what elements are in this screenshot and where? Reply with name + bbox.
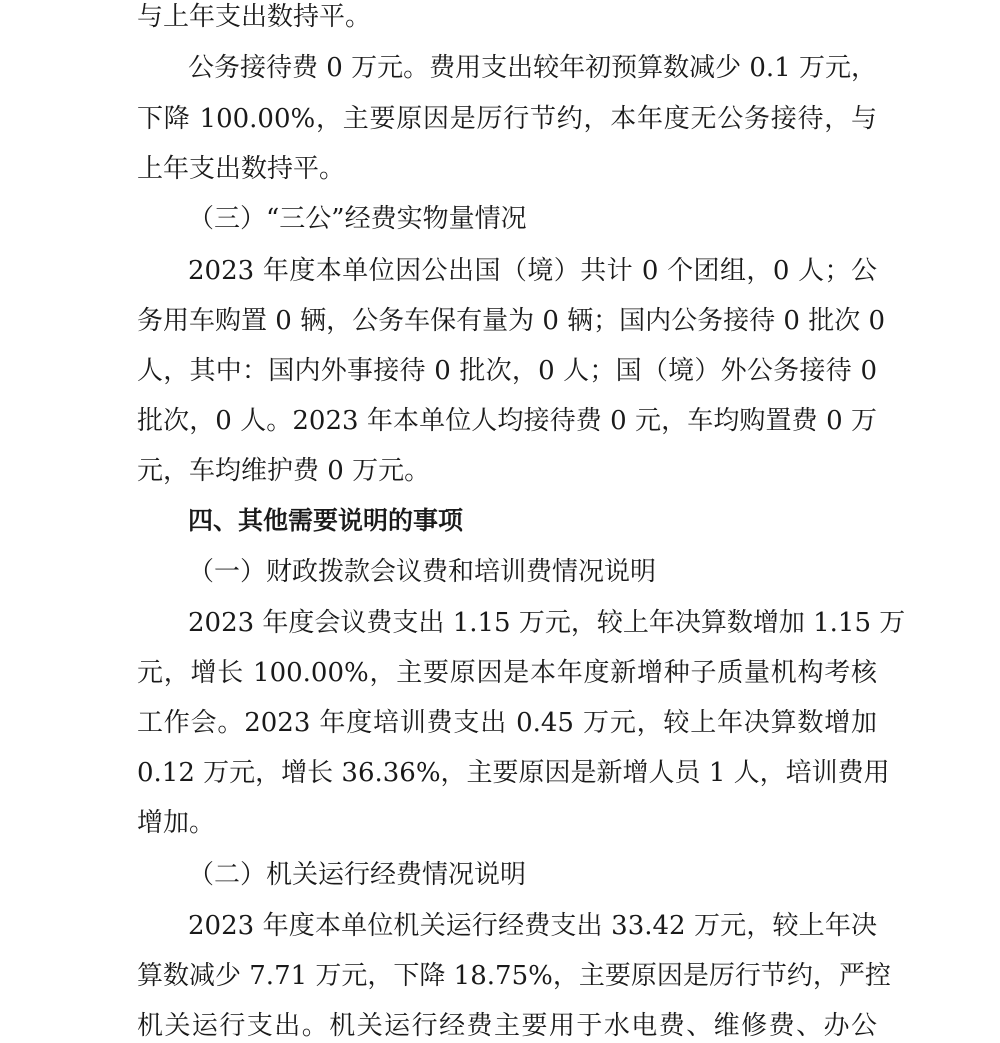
- paragraph-line: 2023 年度本单位因公出国（境）共计 0 个团组，0 人；公: [188, 256, 877, 286]
- paragraph-line: 工作会。2023 年度培训费支出 0.45 万元，较上年决算数增加: [137, 708, 877, 738]
- paragraph-line: 人，其中：国内外事接待 0 批次，0 人；国（境）外公务接待 0: [137, 356, 877, 386]
- paragraph-line: 公务接待费 0 万元。费用支出较年初预算数减少 0.1 万元，: [188, 53, 877, 83]
- chapter-heading: 四、其他需要说明的事项: [188, 506, 464, 535]
- paragraph-line: 机关运行支出。机关运行经费主要用于水电费、维修费、办公: [137, 1011, 877, 1041]
- paragraph-line: 增加。: [137, 808, 216, 838]
- paragraph-line: 上年支出数持平。: [137, 154, 346, 184]
- paragraph-line: 下降 100.00%，主要原因是厉行节约，本年度无公务接待，与: [137, 104, 877, 134]
- paragraph-line: 元，增长 100.00%，主要原因是本年度新增种子质量机构考核: [137, 658, 877, 688]
- paragraph-line: 0.12 万元，增长 36.36%，主要原因是新增人员 1 人，培训费用: [137, 758, 890, 788]
- paragraph-line: 批次，0 人。2023 年本单位人均接待费 0 元，车均购置费 0 万: [137, 406, 877, 436]
- section-heading: （二）机关运行经费情况说明: [188, 860, 527, 890]
- section-heading: （一）财政拨款会议费和培训费情况说明: [188, 557, 657, 587]
- paragraph-line: 务用车购置 0 辆，公务车保有量为 0 辆；国内公务接待 0 批次 0: [137, 306, 886, 336]
- paragraph-line: 与上年支出数持平。: [137, 2, 372, 32]
- paragraph-line: 算数减少 7.71 万元，下降 18.75%，主要原因是厉行节约，严控: [137, 961, 891, 991]
- paragraph-line: 2023 年度会议费支出 1.15 万元，较上年决算数增加 1.15 万: [188, 608, 906, 638]
- paragraph-line: 元，车均维护费 0 万元。: [137, 456, 431, 486]
- paragraph-line: 2023 年度本单位机关运行经费支出 33.42 万元，较上年决: [188, 911, 877, 941]
- section-heading: （三）“三公”经费实物量情况: [188, 204, 527, 234]
